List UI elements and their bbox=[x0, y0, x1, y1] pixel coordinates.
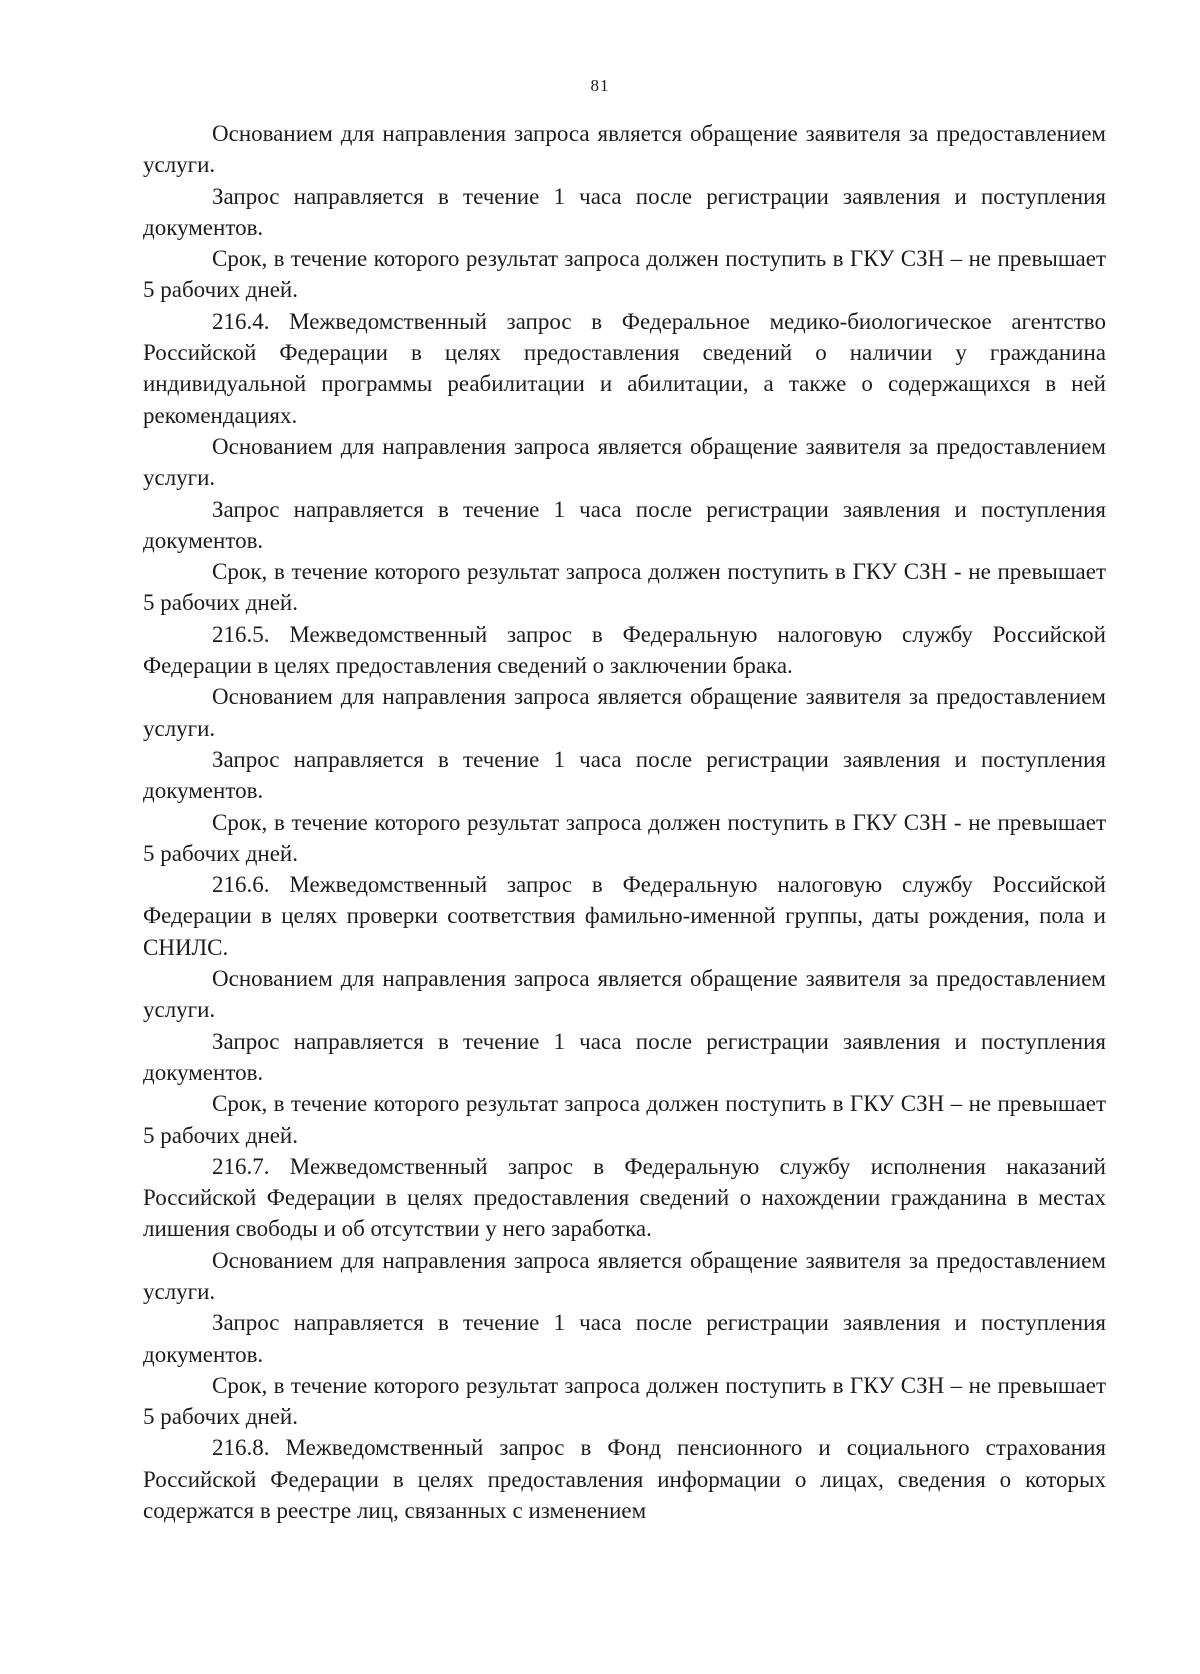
page-number: 81 bbox=[590, 76, 610, 95]
paragraph: Основанием для направления запроса является обращение заявителя за предоставлением услуги. bbox=[143, 121, 1106, 178]
paragraph: 216.8. Межведомственный запрос в Фонд пенсионного и социального страхования Российской Федерации в целях предоставления информации о лицах, сведения о которых содержатся в реестре лиц, связанных с изменением bbox=[143, 1435, 1106, 1524]
paragraph: Срок, в течение которого результат запроса должен поступить в ГКУ СЗН - не превышает 5 рабочих дней. bbox=[143, 809, 1106, 866]
paragraph: Срок, в течение которого результат запроса должен поступить в ГКУ СЗН – не превышает 5 рабочих дней. bbox=[143, 246, 1106, 303]
paragraph: Запрос направляется в течение 1 часа после регистрации заявления и поступления документов. bbox=[143, 746, 1106, 804]
paragraph: 216.4. Межведомственный запрос в Федеральное медико-биологическое агентство Российской Федерации в целях предоставления сведений о наличии у гражданина индивидуальной программы реабилитации и абилитации, а также о содержащихся в ней рекомендациях. bbox=[143, 308, 1106, 428]
paragraph: Запрос направляется в течение 1 часа после регистрации заявления и поступления документов. bbox=[143, 183, 1106, 240]
paragraph: Запрос направляется в течение 1 часа после регистрации заявления и поступления документов. bbox=[143, 496, 1106, 553]
paragraph: Основанием для направления запроса является обращение заявителя за предоставлением услуги. bbox=[143, 966, 1106, 1023]
paragraph: Срок, в течение которого результат запроса должен поступить в ГКУ СЗН – не превышает 5 рабочих дней. bbox=[143, 1372, 1106, 1430]
paragraph: 216.5. Межведомственный запрос в Федеральную налоговую службу Российской Федерации в целях предоставления сведений о заключении брака. bbox=[143, 621, 1106, 679]
paragraph: Срок, в течение которого результат запроса должен поступить в ГКУ СЗН - не превышает 5 рабочих дней. bbox=[143, 559, 1106, 616]
paragraph: Срок, в течение которого результат запроса должен поступить в ГКУ СЗН – не превышает 5 рабочих дней. bbox=[143, 1091, 1106, 1148]
paragraph: 216.7. Межведомственный запрос в Федеральную службу исполнения наказаний Российской Федерации в целях предоставления сведений о нахождении гражданина в местах лишения свободы и об отсутствии у него заработка. bbox=[143, 1153, 1106, 1242]
paragraph: 216.6. Межведомственный запрос в Федеральную налоговую службу Российской Федерации в целях проверки соответствия фамильно-именной группы, даты рождения, пола и СНИЛС. bbox=[143, 872, 1106, 960]
paragraph: Запрос направляется в течение 1 часа после регистрации заявления и поступления документов. bbox=[143, 1310, 1106, 1367]
paragraph: Основанием для направления запроса является обращение заявителя за предоставлением услуги. bbox=[143, 684, 1106, 741]
paragraph: Основанием для направления запроса является обращение заявителя за предоставлением услуги. bbox=[143, 1247, 1106, 1304]
paragraph: Основанием для направления запроса является обращение заявителя за предоставлением услуги. bbox=[143, 433, 1106, 491]
document-body bbox=[143, 118, 1106, 1526]
paragraph: Запрос направляется в течение 1 часа после регистрации заявления и поступления документов. bbox=[143, 1028, 1106, 1085]
